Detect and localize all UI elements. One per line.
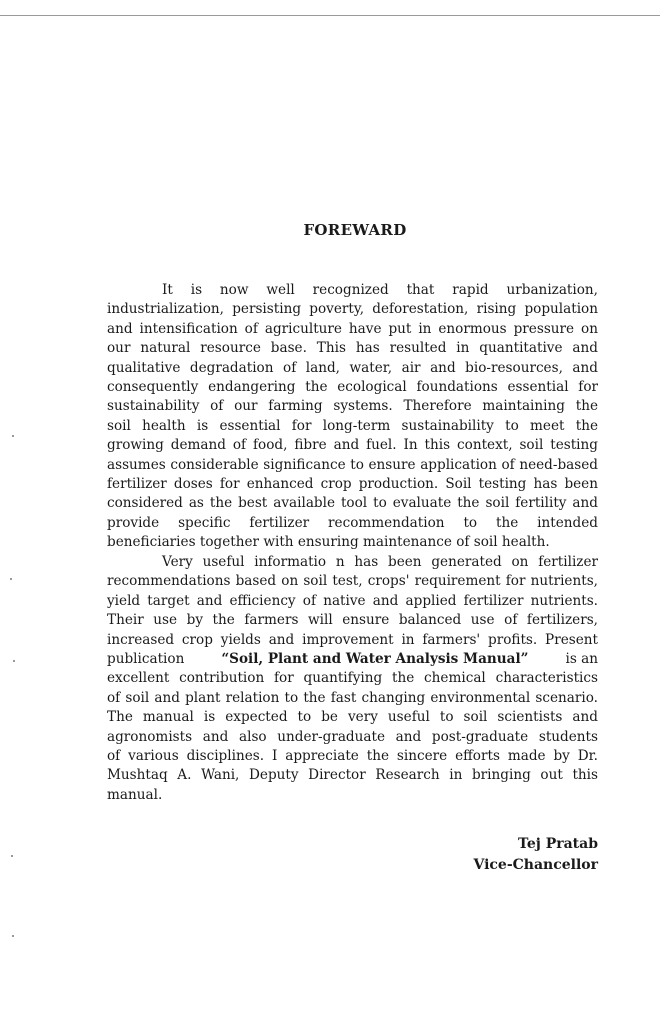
text-line: excellent contribution for quantifying the chemical characteristics bbox=[107, 670, 598, 687]
paragraph-1 bbox=[107, 281, 598, 552]
text-line: soil health is essential for long-term sustainability to meet the bbox=[107, 417, 598, 434]
text-line: It is now well recognized that rapid urbanization, bbox=[162, 282, 598, 298]
signature-block bbox=[473, 834, 598, 876]
text-line: The manual is expected to be very useful to soil scientists and bbox=[107, 709, 598, 726]
text-line: sustainability of our farming systems. Therefore maintaining the bbox=[107, 398, 598, 415]
scan-speck bbox=[12, 435, 14, 437]
scan-speck bbox=[13, 660, 15, 662]
text-line: agronomists and also under-graduate and post-graduate students bbox=[107, 728, 598, 745]
paragraph-2 bbox=[107, 553, 598, 805]
scan-speck bbox=[12, 935, 14, 937]
publication-line bbox=[107, 650, 598, 669]
text-line: of soil and plant relation to the fast changing environmental scenario. bbox=[107, 689, 598, 706]
text-line: Very useful informatio n has been generated on fertilizer bbox=[162, 554, 598, 570]
text-segment: publication bbox=[107, 650, 185, 667]
text-line: fertilizer doses for enhanced crop production. Soil testing has been bbox=[107, 475, 598, 492]
text-line: manual. bbox=[107, 786, 163, 803]
text-line: and intensification of agriculture have put in enormous pressure on bbox=[107, 320, 598, 337]
text-line: increased crop yields and improvement in farmers' profits. Present bbox=[107, 631, 598, 648]
text-line: recommendations based on soil test, crops' requirement for nutrients, bbox=[107, 573, 598, 590]
text-line: qualitative degradation of land, water, air and bio-resources, and bbox=[107, 359, 598, 376]
text-line: assumes considerable significance to ensure application of need-based bbox=[107, 456, 598, 473]
page-top-border bbox=[0, 15, 660, 16]
page-title: FOREWARD bbox=[303, 221, 407, 239]
signatory-name: Tej Pratab bbox=[518, 836, 598, 852]
text-line: of various disciplines. I appreciate the sincere efforts made by Dr. bbox=[107, 747, 598, 764]
book-title: “Soil, Plant and Water Analysis Manual” bbox=[221, 650, 529, 667]
signatory-designation: Vice-Chancellor bbox=[473, 857, 598, 873]
text-line: growing demand of food, fibre and fuel. In this context, soil testing bbox=[107, 437, 598, 454]
text-line: provide specific fertilizer recommendation to the intended bbox=[107, 514, 598, 531]
text-line: beneficiaries together with ensuring maintenance of soil health. bbox=[107, 534, 550, 551]
text-line: yield target and efficiency of native and applied fertilizer nutrients. bbox=[107, 592, 598, 609]
text-segment: is an bbox=[565, 650, 598, 667]
text-line: consequently endangering the ecological foundations essential for bbox=[107, 378, 598, 395]
scan-speck bbox=[10, 578, 12, 580]
scan-speck bbox=[11, 855, 13, 857]
text-line: considered as the best available tool to evaluate the soil fertility and bbox=[107, 495, 598, 512]
text-line: Their use by the farmers will ensure balanced use of fertilizers, bbox=[107, 612, 598, 629]
text-line: our natural resource base. This has resulted in quantitative and bbox=[107, 340, 598, 357]
text-line: industrialization, persisting poverty, deforestation, rising population bbox=[107, 301, 598, 318]
text-line: Mushtaq A. Wani, Deputy Director Research in bringing out this bbox=[107, 767, 598, 784]
